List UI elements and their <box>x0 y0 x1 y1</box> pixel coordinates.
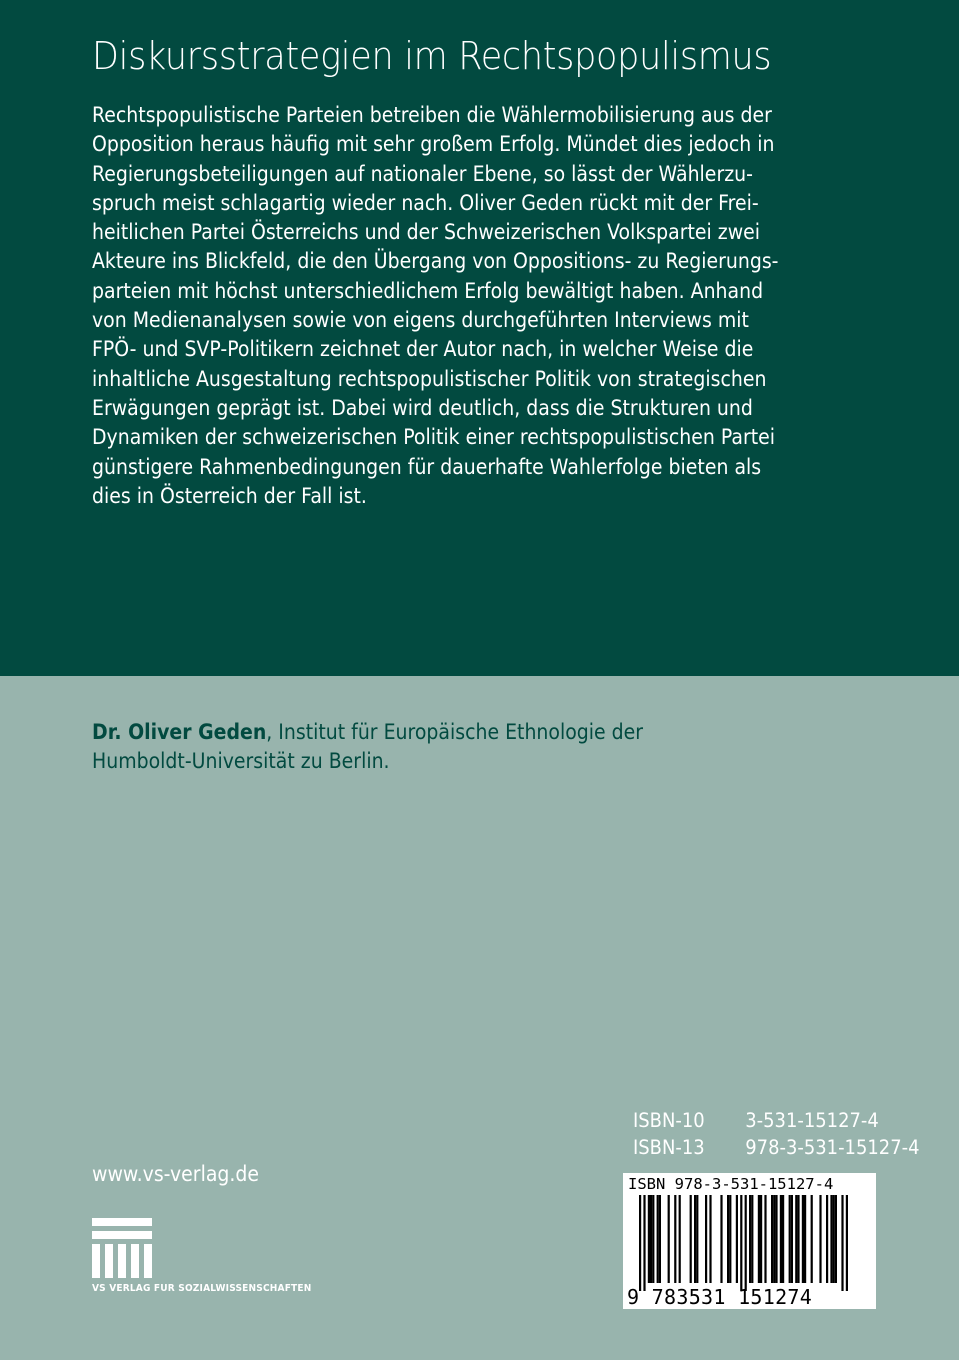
barcode-bar <box>720 1195 722 1283</box>
barcode-bar <box>758 1195 760 1283</box>
barcode-bar <box>795 1195 797 1283</box>
author-line-1 <box>92 718 812 747</box>
barcode-bar <box>659 1195 661 1283</box>
barcode-bar <box>826 1195 828 1283</box>
barcode-bar <box>751 1195 753 1283</box>
blurb-line: inhaltliche Ausgestaltung rechtspopulistischer Politik von strategischen <box>92 366 767 391</box>
barcode-bar <box>819 1195 821 1283</box>
barcode-bar <box>643 1195 645 1291</box>
barcode <box>623 1173 876 1309</box>
blurb-line: Rechtspopulistische Parteien betreiben die Wählermobilisierung aus der <box>92 103 772 127</box>
blurb-line: Akteure ins Blickfeld, die den Übergang von Oppositions- zu Regierungs- <box>92 249 779 274</box>
barcode-bar <box>674 1195 676 1283</box>
author-affiliation-2: Humboldt-Universität zu Berlin. <box>92 749 390 773</box>
barcode-bar <box>727 1195 729 1283</box>
barcode-bar <box>648 1195 650 1283</box>
isbn10-label: ISBN-10 <box>633 1109 705 1132</box>
barcode-bar <box>709 1195 711 1283</box>
barcode-digits: 9 783531 151274 <box>627 1285 813 1309</box>
barcode-bar <box>841 1195 843 1291</box>
barcode-bar <box>791 1195 793 1283</box>
blurb-line: dies in Österreich der Fall ist. <box>92 483 367 508</box>
barcode-bar <box>650 1195 652 1283</box>
barcode-bar <box>804 1195 806 1283</box>
barcode-bar <box>736 1195 738 1283</box>
isbn13-row <box>633 1134 920 1161</box>
blurb-line: spruch meist schlagartig wieder nach. Oliver Geden rückt mit der Frei- <box>92 190 759 215</box>
barcode-bar <box>775 1195 777 1283</box>
barcode-isbn-label: ISBN 978-3-531-15127-4 <box>628 1175 834 1193</box>
barcode-bar <box>802 1195 804 1283</box>
barcode-bar <box>679 1195 681 1283</box>
blurb-line: günstigere Rahmenbedingungen für dauerhafte Wahlerfolge bieten als <box>92 454 762 479</box>
publisher-url: www.vs-verlag.de <box>92 1162 260 1186</box>
barcode-bar <box>811 1195 813 1283</box>
barcode-bar <box>740 1195 742 1291</box>
barcode-bar <box>771 1195 773 1283</box>
blurb-line: von Medienanalysen sowie von eigens durchgeführten Interviews mit <box>92 308 749 333</box>
barcode-bar <box>729 1195 731 1283</box>
barcode-bar <box>639 1195 641 1291</box>
blurb-line: Opposition heraus häufig mit sehr großem Erfolg. Mündet dies jedoch in <box>92 132 775 157</box>
barcode-bar <box>668 1195 670 1283</box>
barcode-bar <box>760 1195 762 1283</box>
barcode-bar <box>773 1195 775 1283</box>
isbn-numbers <box>633 1107 944 1161</box>
barcode-bar <box>657 1195 659 1283</box>
blurb-line: heitlichen Partei Österreichs und der Schweizerischen Volkspartei zwei <box>92 220 761 245</box>
blurb-line: Erwägungen geprägt ist. Dabei wird deutlich, dass die Strukturen und <box>92 395 753 420</box>
blurb-line: Regierungsbeteiligungen auf nationaler Ebene, so lässt der Wählerzu- <box>92 161 753 186</box>
barcode-bar <box>780 1195 782 1283</box>
barcode-bar <box>694 1195 696 1283</box>
barcode-bar <box>846 1195 848 1291</box>
book-title: Diskursstrategien im Rechtspopulismus <box>92 34 772 78</box>
barcode-bar <box>789 1195 791 1283</box>
barcode-bar <box>696 1195 698 1283</box>
publisher-logo-text: VS VERLAG FÜR SOZIALWISSENSCHAFTEN <box>92 1283 312 1294</box>
cover-top-panel <box>0 0 959 676</box>
barcode-bar <box>835 1195 837 1283</box>
barcode-bar <box>652 1195 654 1283</box>
barcode-bar <box>749 1195 751 1283</box>
author-name: Dr. Oliver Geden <box>92 720 267 744</box>
barcode-bar <box>764 1195 766 1283</box>
barcode-bar <box>833 1195 835 1283</box>
isbn10-row <box>633 1107 920 1134</box>
author-info <box>92 718 892 776</box>
author-affiliation-1: , Institut für Europäische Ethnologie der <box>266 720 644 744</box>
barcode-bar <box>782 1195 784 1283</box>
blurb-line: Dynamiken der schweizerischen Politik einer rechtspopulistischen Partei <box>92 425 776 450</box>
blurb-line: parteien mit höchst unterschiedlichem Erfolg bewältigt haben. Anhand <box>92 278 764 303</box>
barcode-bar <box>745 1195 747 1291</box>
blurb-line: FPÖ- und SVP-Politikern zeichnet der Autor nach, in welcher Weise die <box>92 337 754 362</box>
isbn13-value: 978-3-531-15127-4 <box>745 1136 920 1159</box>
isbn13-label: ISBN-13 <box>633 1136 705 1159</box>
barcode-bar <box>830 1195 832 1283</box>
barcode-bar <box>797 1195 799 1283</box>
isbn10-value: 3-531-15127-4 <box>745 1109 879 1132</box>
barcode-bar <box>705 1195 707 1283</box>
blurb-text <box>92 101 892 511</box>
barcode-bar <box>690 1195 692 1283</box>
